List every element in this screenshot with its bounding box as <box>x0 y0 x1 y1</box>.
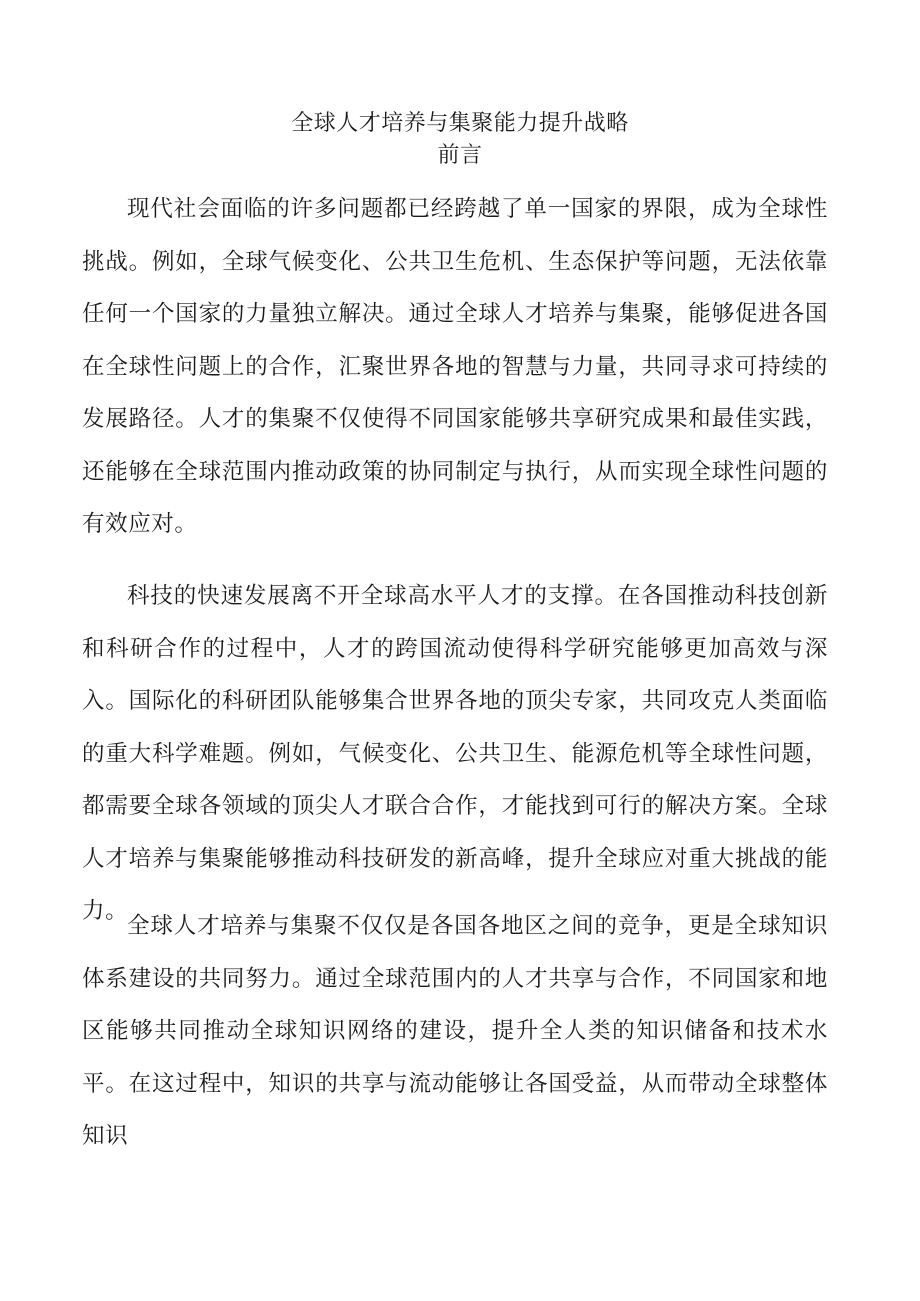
paragraph-3: 全球人才培养与集聚不仅仅是各国各地区之间的竞争，更是全球知识体系建设的共同努力。通过全球范围内的人才共享与合作，不同国家和地区能够共同推动全球知识网络的建设，提升全人类的知识储备和技术水平。在这过程中，知识的共享与流动能够让各国受益，从而带动全球整体知识 <box>82 913 828 1149</box>
paragraph-2: 科技的快速发展离不开全球高水平人才的支撑。在各国推动科技创新和科研合作的过程中，人才的跨国流动使得科学研究能够更加高效与深入。国际化的科研团队能够集合世界各地的顶尖专家，共同攻克人类面临的重大科学难题。例如，气候变化、公共卫生、能源危机等全球性问题，都需要全球各领域的顶尖人才联合合作，才能找到可行的解决方案。全球人才培养与集聚能够推动科技研发的新高峰，提升全球应对重大挑战的能力。 <box>82 583 828 924</box>
paragraph-1: 现代社会面临的许多问题都已经跨越了单一国家的界限，成为全球性挑战。例如，全球气候变化、公共卫生危机、生态保护等问题，无法依靠任何一个国家的力量独立解决。通过全球人才培养与集聚，能够促进各国在全球性问题上的合作，汇聚世界各地的智慧与力量，共同寻求可持续的发展路径。人才的集聚不仅使得不同国家能够共享研究成果和最佳实践，还能够在全球范围内推动政策的协同制定与执行，从而实现全球性问题的有效应对。 <box>82 196 828 537</box>
document-title: 全球人才培养与集聚能力提升战略 <box>291 111 629 136</box>
section-heading: 前言 <box>437 143 483 168</box>
